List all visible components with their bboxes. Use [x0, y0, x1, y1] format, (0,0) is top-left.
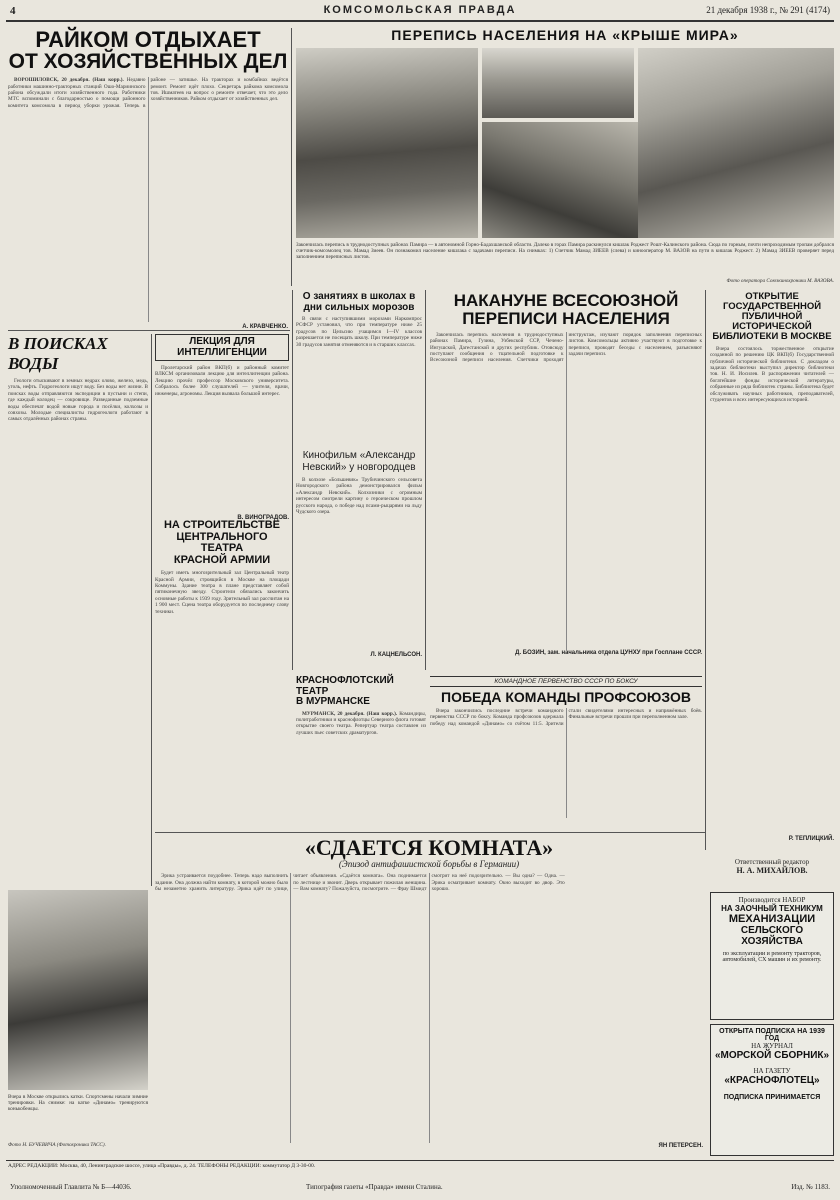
ad2-line5: «КРАСНОФЛОТЕЦ» [724, 1075, 820, 1086]
photo-perepis-2 [482, 48, 634, 118]
ad2-line2: НА ЖУРНАЛ [751, 1042, 793, 1050]
body-komnata [155, 873, 703, 1143]
editor-block [710, 858, 834, 888]
article-teatr-ka [155, 520, 289, 760]
headline-komnata: «СДАЕТСЯ КОМНАТА» [304, 835, 554, 860]
headline-teatr-ka-1: НА СТРОИТЕЛЬСТВЕ [163, 519, 281, 531]
page-number: 4 [10, 5, 16, 17]
ad2-line6: ПОДПИСКА ПРИНИМАЕТСЯ [723, 1094, 821, 1101]
body-lekciya [155, 365, 289, 515]
article-zanyatiya [296, 292, 422, 442]
headline-zanyatiya: О занятиях в школах в дни сильных морозов [302, 291, 416, 313]
credit-perepis: Фото оператора Союзкинохроники М. ВАЗОВА. [726, 278, 834, 284]
ad-tekhnikum [710, 892, 834, 1020]
article-raikom [8, 27, 288, 331]
headline-nakanune-2: ПЕРЕПИСИ НАСЕЛЕНИЯ [462, 308, 670, 328]
article-komnata [155, 836, 703, 1156]
text-voda: Геологи отыскивают в земных недрах олово, железо, медь, уголь, нефть. Гидрогеологи ищут воду. Без воды нет жизни. В поисках воды отправляются экспедиции в пустыни и степи, где каждый колодец — сокровище. Разведанные подземные воды обеспечат водой новые города и посёлки, колхозы и совхозы. Молодые специалисты гидрогеологи работают в самых отдалённых районах страны. [8, 378, 148, 423]
text-kinofilm: В колхозе «Большевик» Трубичинского сельсовета Новгородского района демонстрировался фильм «Александр Невский». Колхозники с огромным интересом смотрели картину о героическом прошлом русского народа, о победе над псами-рыцарями на льду Чудского озера. [296, 477, 422, 516]
article-biblioteka [710, 292, 834, 852]
headline-biblioteka: ОТКРЫТИЕ ГОСУДАРСТВЕННОЙ ПУБЛИЧНОЙ ИСТОРИЧЕСКОЙ БИБЛИОТЕКИ В МОСКВЕ [712, 291, 832, 342]
kicker-boks: КОМАНДНОЕ ПЕРВЕНСТВО СССР ПО БОКСУ [430, 676, 702, 687]
ad1-line4: СЕЛЬСКОГО ХОЗЯЙСТВА [740, 925, 804, 947]
signature-biblioteka: Р. ТЕПЛИЦКИЙ. [788, 835, 834, 842]
headline-perepis: ПЕРЕПИСЬ НАСЕЛЕНИЯ НА «КРЫШЕ МИРА» [391, 27, 739, 43]
text-raikom: Недавно работники машинно-тракторных станций Ошо-Мариинского района обсуждали итоги хозяйственного года. Работники МТС вспоминали с благодарностью о помощи районного комитета комсомола в период уборки урожая. Теперь в районе — затишье. На тракторах и комбайнах ведётся ремонт. Ремонт идёт плохо. Секретарь райкома комсомола тов. Ишматеев на вопрос о ремонте отвечает, что это дело хозяйственников. Райком отдыхает от хозяйственных дел. [8, 77, 288, 109]
footer [6, 1160, 834, 1196]
headline-nakanune-1: НАКАНУНЕ ВСЕСОЮЗНОЙ [453, 291, 679, 310]
photo-perepis-3 [482, 122, 647, 238]
caption-photo-bottom: Вчера в Москве открылись катки. Спортсмены начали зимние тренировки. На снимке: на катке «Динамо» тренируются конькобежцы. [8, 1094, 148, 1113]
text-zanyatiya: В связи с наступившими морозами Наркомпрос РСФСР установил, что при температуре ниже 25 градусов по Цельсию учащимся I—IV классов разрешается не посещать школу. При температуре ниже 30 градусов занятия отменяются и в старших классах. [296, 316, 422, 348]
ad2-line1: ОТКРЫТА ПОДПИСКА НА 1939 ГОД [719, 1028, 825, 1042]
article-perepis-photo [296, 28, 834, 286]
headline-lekciya: ЛЕКЦИЯ ДЛЯ ИНТЕЛЛИГЕНЦИИ [155, 334, 289, 361]
headline-boks: ПОБЕДА КОМАНДЫ ПРОФСОЮЗОВ [441, 689, 691, 705]
footer-order: Изд. № 1183. [791, 1183, 830, 1191]
footer-censor: Уполномоченный Главлита № Б—44036. [10, 1183, 132, 1191]
article-lekciya [155, 334, 289, 521]
headline-teatr-ka-2: ЦЕНТРАЛЬНОГО ТЕАТРА [176, 530, 268, 555]
body-kinofilm [296, 477, 422, 652]
text-boks: Вчера закончились последние встречи командного первенства СССР по боксу. Команда профсоюзов одержала победу над командой «Динамо» со счётом 11:5. Зрители стали свидетелями интересных и напряжённых боёв. Финальные встречи прошли при переполненном зале. [430, 707, 702, 727]
body-teatr-ka [155, 570, 289, 760]
ad1-line5: по эксплуатации и ремонту тракторов, автомобилей, СХ машин и их ремонту. [722, 951, 822, 963]
editor-label: Ответственный редактор [734, 858, 810, 866]
ad1-line3: МЕХАНИЗАЦИИ [728, 913, 816, 925]
text-teatr-murmansk: Командиры, политработники и краснофлотцы Северного флота готовят открытие своего театра. Репертуар театра составлен из лучших пьес советских драматургов. [296, 710, 427, 736]
body-nakanune [430, 332, 702, 650]
body-biblioteka [710, 346, 834, 836]
headline-teatr-ka-3: КРАСНОЙ АРМИИ [173, 553, 271, 566]
ad2-line3: «МОРСКОЙ СБОРНИК» [714, 1050, 830, 1061]
ad2-line4: НА ГАЗЕТУ [753, 1067, 791, 1075]
photo-perepis-1 [296, 48, 478, 238]
text-lekciya: Пролетарский район ВКП(б) и районный комитет ВЛКСМ организовали лекцию для интеллигенции района. Лекцию прочёл профессор Московского университета. Собралось более 300 слушателей — учителя, врачи, инженеры, агрономы. Лекция вызвала большой интерес. [155, 365, 289, 397]
footer-address: АДРЕС РЕДАКЦИИ: Москва, 40, Ленинградское шоссе, улица «Правды», д. 24. ТЕЛЕФОНЫ РЕДАКЦИИ: коммутатор Д 3-30-00. [8, 1163, 316, 1169]
editor-name: Н. А. МИХАЙЛОВ. [736, 866, 808, 875]
masthead [6, 2, 834, 22]
ad1-line1: Производится НАБОР [738, 896, 806, 904]
signature-lekciya: В. ВИНОГРАДОВ. [237, 515, 289, 521]
body-boks [430, 708, 702, 818]
signature-nakanune: Д. БОЗИН, зам. начальника отдела ЦУНХУ при Госплане СССР. [515, 649, 702, 656]
dateline-raikom: ВОРОШИЛОВСК, 20 декабря. (Наш корр.). [14, 77, 124, 84]
text-teatr-ka: Будет иметь многозрительный зал Центральный театр Красной Армии, строящийся в Москве на площади Коммуны. Здание театра в плане представляет собой пятиконечную звезду. Строители обязались закончить основные работы к 1939 году. Зрительный зал рассчитан на 1 900 мест. Сцена театра оборудуется по последнему слову техники. [155, 570, 289, 615]
headline-kinofilm: Кинофильм «Александр Невский» у новгородцев [302, 450, 416, 473]
headline-raikom-2: ОТ ХОЗЯЙСТВЕННЫХ ДЕЛ [8, 50, 288, 74]
ad-podpiska [710, 1024, 834, 1156]
text-komnata: Эрика устраивается поудобнее. Теперь надо выполнить задание. Она должна найти комнату, в которой можно было бы незаметно хранить литературу. Эрика идёт по улице, читает объявления. «Сдаётся комната». Она поднимается по лестнице и звонит. Дверь открывает пожилая женщина. — Вам комнату? Пожалуйста, посмотрите. — Фрау Шмидт смотрит на неё подозрительно. — Вы одна? — Одна. — Эрика осматривает комнату. Окно выходит во двор. Это хорошо. [155, 873, 565, 892]
subhead-komnata: (Эпизод антифашистской борьбы в Германии) [338, 859, 520, 870]
article-kinofilm [296, 450, 422, 670]
signature-komnata: ЯН ПЕТЕРСЕН. [658, 1143, 703, 1150]
text-nakanune: Закончилась перепись населения в труднодоступных районах Памира, Гузина, Узбекской ССР, Чечено-Ингушской, Дагестанской и других республик. Отовсюду поступают сообщения о тщательной подготовке к Всесоюзной переписи населения. Счетчики проходят инструктаж, изучают порядок заполнения переписных листов. Комсомольцы активно участвуют в подготовке к переписи, проводят беседы с населением, разъясняют задачи переписи. [430, 331, 702, 364]
photo-skater [8, 890, 148, 1090]
body-zanyatiya [296, 316, 422, 426]
headline-teatr-murmansk-2: В МУРМАНСКЕ [296, 696, 370, 707]
article-photo-bottom [8, 890, 148, 1156]
article-nakanune [430, 292, 702, 670]
text-biblioteka: Вчера состоялось торжественное открытие созданной по решению ЦК ВКП(б) Государственной публичной исторической библиотеки. С докладом о задачах библиотеки выступил директор библиотеки тов. Н. И. Иосилев. В распоряжении читателей — богатейшие фонды исторической литературы, собранные из ряда библиотек страны. Библиотека будет обслуживать научных работников, преподавателей, студентов и всех интересующихся историей. [710, 345, 834, 404]
body-raikom [8, 77, 288, 322]
article-voda [8, 334, 148, 886]
headline-teatr-murmansk-1: КРАСНОФЛОТСКИЙ ТЕАТР [296, 675, 394, 697]
body-teatr-murmansk [296, 711, 426, 821]
headline-voda: В ПОИСКАХ ВОДЫ [8, 334, 108, 373]
article-teatr-murmansk [296, 676, 426, 826]
credit-photo-bottom: Фото Н. БУЧЕВИЧА (Фотохроника ТАСС). [8, 1142, 106, 1148]
ad1-line2: НА ЗАОЧНЫЙ ТЕХНИКУМ [721, 904, 823, 913]
signature-kinofilm: Л. КАЦНЕЛЬСОН. [370, 652, 422, 658]
article-boks [430, 676, 702, 826]
issue-date: 21 декабря 1938 г., № 291 (4174) [706, 5, 830, 15]
dateline-teatr-murmansk: МУРМАНСК, 20 декабря. (Наш корр.). [302, 710, 398, 717]
footer-printer: Типография газеты «Правда» имени Сталина. [306, 1183, 443, 1191]
photo-perepis-4 [638, 48, 834, 238]
signature-raikom: А. КРАВЧЕНКО. [242, 324, 288, 331]
caption-perepis: Закончилась перепись в труднодоступных районах Памира — в автономной Горно-Бадахшанской области. Далеко в горах Памира раскинулся кишлак Роджест Рошт-Калинского района. Сюда по горным, почти непроходимым тропам добрался счетчик-комсомолец тов. Мамад Зиеев. Он познакомил население кишлака с задачами переписи. На снимках: 1) Счетчик Мамад ЗИЕЕВ (слева) и кинооператор М. ВАЗОВ на пути в кишлак Роджест. 2) Мамад ЗИЕЕВ проверяет перед заполнением переписных листов. [296, 242, 834, 261]
paper-name: КОМСОМОЛЬСКАЯ ПРАВДА [323, 4, 517, 16]
headline-raikom-1: РАЙКОМ ОТДЫХАЕТ [35, 27, 261, 52]
body-voda [8, 378, 148, 898]
